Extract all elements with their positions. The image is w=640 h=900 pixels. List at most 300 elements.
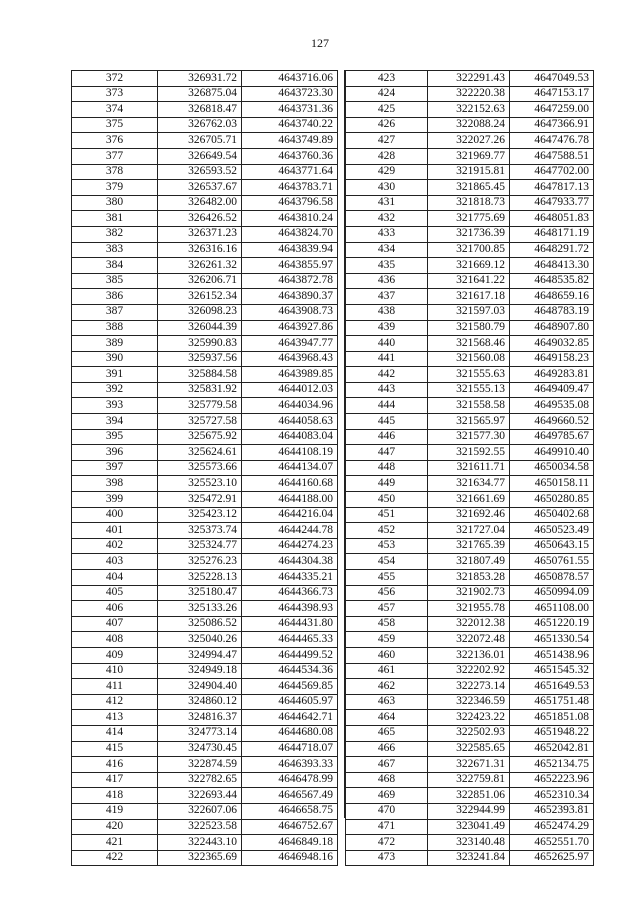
table-row (72, 647, 338, 663)
y-coordinate-cell: 4643740.22 (242, 117, 338, 133)
y-coordinate-cell: 4648413.30 (510, 258, 594, 274)
table-row (72, 570, 338, 586)
point-number-cell: 411 (72, 679, 158, 695)
point-number-cell: 434 (346, 242, 428, 258)
x-coordinate-cell: 322443.10 (158, 835, 242, 851)
point-number-cell: 415 (72, 741, 158, 757)
x-coordinate-cell: 326762.03 (158, 117, 242, 133)
table-row (72, 725, 338, 741)
table-row (72, 164, 338, 180)
point-number-cell: 452 (346, 523, 428, 539)
y-coordinate-cell: 4650761.55 (510, 554, 594, 570)
table-row (346, 694, 594, 710)
point-number-cell: 471 (346, 819, 428, 835)
table-row (346, 382, 594, 398)
point-number-cell: 380 (72, 195, 158, 211)
x-coordinate-cell: 326261.32 (158, 258, 242, 274)
point-number-cell: 442 (346, 367, 428, 383)
point-number-cell: 441 (346, 351, 428, 367)
point-number-cell: 463 (346, 694, 428, 710)
y-coordinate-cell: 4652551.70 (510, 835, 594, 851)
point-number-cell: 406 (72, 601, 158, 617)
point-number-cell: 446 (346, 429, 428, 445)
y-coordinate-cell: 4652134.75 (510, 757, 594, 773)
point-number-cell: 372 (72, 71, 158, 87)
page-number: 127 (311, 36, 329, 50)
point-number-cell: 448 (346, 460, 428, 476)
x-coordinate-cell: 325779.58 (158, 398, 242, 414)
y-coordinate-cell: 4649283.81 (510, 367, 594, 383)
table-row (346, 289, 594, 305)
point-number-cell: 454 (346, 554, 428, 570)
point-number-cell: 393 (72, 398, 158, 414)
point-number-cell: 387 (72, 304, 158, 320)
point-number-cell: 392 (72, 382, 158, 398)
y-coordinate-cell: 4643771.64 (242, 164, 338, 180)
y-coordinate-cell: 4643908.73 (242, 304, 338, 320)
x-coordinate-cell: 326705.71 (158, 133, 242, 149)
point-number-cell: 455 (346, 570, 428, 586)
table-row (346, 850, 594, 866)
table-row (346, 570, 594, 586)
y-coordinate-cell: 4652625.97 (510, 850, 594, 866)
x-coordinate-cell: 325180.47 (158, 585, 242, 601)
table-row (346, 757, 594, 773)
y-coordinate-cell: 4643716.06 (242, 71, 338, 87)
y-coordinate-cell: 4643810.24 (242, 211, 338, 227)
x-coordinate-cell: 326593.52 (158, 164, 242, 180)
x-coordinate-cell: 322273.14 (428, 679, 510, 695)
point-number-cell: 435 (346, 258, 428, 274)
x-coordinate-cell: 321818.73 (428, 195, 510, 211)
x-coordinate-cell: 322072.48 (428, 632, 510, 648)
table-row (346, 616, 594, 632)
point-number-cell: 381 (72, 211, 158, 227)
x-coordinate-cell: 326152.34 (158, 289, 242, 305)
x-coordinate-cell: 321692.46 (428, 507, 510, 523)
x-coordinate-cell: 324904.40 (158, 679, 242, 695)
y-coordinate-cell: 4650034.58 (510, 460, 594, 476)
table-row (346, 632, 594, 648)
table-row (72, 772, 338, 788)
y-coordinate-cell: 4650643.15 (510, 538, 594, 554)
column-divider (337, 70, 345, 818)
table-row (72, 616, 338, 632)
y-coordinate-cell: 4643796.58 (242, 195, 338, 211)
point-number-cell: 473 (346, 850, 428, 866)
y-coordinate-cell: 4644134.07 (242, 460, 338, 476)
x-coordinate-cell: 322346.59 (428, 694, 510, 710)
y-coordinate-cell: 4643749.89 (242, 133, 338, 149)
point-number-cell: 440 (346, 336, 428, 352)
table-row (346, 86, 594, 102)
point-number-cell: 398 (72, 476, 158, 492)
x-coordinate-cell: 325675.92 (158, 429, 242, 445)
y-coordinate-cell: 4644160.68 (242, 476, 338, 492)
x-coordinate-cell: 326426.52 (158, 211, 242, 227)
table-row (346, 647, 594, 663)
x-coordinate-cell: 324860.12 (158, 694, 242, 710)
table-row (346, 367, 594, 383)
x-coordinate-cell: 321565.97 (428, 414, 510, 430)
y-coordinate-cell: 4643968.43 (242, 351, 338, 367)
table-row (72, 850, 338, 866)
x-coordinate-cell: 324730.45 (158, 741, 242, 757)
x-coordinate-cell: 321661.69 (428, 492, 510, 508)
point-number-cell: 469 (346, 788, 428, 804)
table-row (346, 336, 594, 352)
x-coordinate-cell: 322027.26 (428, 133, 510, 149)
table-row (346, 102, 594, 118)
table-row (72, 289, 338, 305)
point-number-cell: 389 (72, 336, 158, 352)
point-number-cell: 457 (346, 601, 428, 617)
y-coordinate-cell: 4646393.33 (242, 757, 338, 773)
x-coordinate-cell: 321611.71 (428, 460, 510, 476)
point-number-cell: 383 (72, 242, 158, 258)
point-number-cell: 443 (346, 382, 428, 398)
point-number-cell: 462 (346, 679, 428, 695)
point-number-cell: 461 (346, 663, 428, 679)
table-row (346, 819, 594, 835)
y-coordinate-cell: 4651438.96 (510, 647, 594, 663)
y-coordinate-cell: 4647049.53 (510, 71, 594, 87)
x-coordinate-cell: 324949.18 (158, 663, 242, 679)
table-row (346, 601, 594, 617)
x-coordinate-cell: 322365.69 (158, 850, 242, 866)
point-number-cell: 433 (346, 226, 428, 242)
point-number-cell: 449 (346, 476, 428, 492)
x-coordinate-cell: 321580.79 (428, 320, 510, 336)
table-row (72, 133, 338, 149)
x-coordinate-cell: 325937.56 (158, 351, 242, 367)
x-coordinate-cell: 321597.03 (428, 304, 510, 320)
table-row (72, 741, 338, 757)
y-coordinate-cell: 4649409.47 (510, 382, 594, 398)
y-coordinate-cell: 4649785.67 (510, 429, 594, 445)
x-coordinate-cell: 322012.38 (428, 616, 510, 632)
y-coordinate-cell: 4644534.36 (242, 663, 338, 679)
table-row (72, 460, 338, 476)
x-coordinate-cell: 322944.99 (428, 803, 510, 819)
x-coordinate-cell: 322152.63 (428, 102, 510, 118)
x-coordinate-cell: 321700.85 (428, 242, 510, 258)
point-number-cell: 432 (346, 211, 428, 227)
table-row (72, 788, 338, 804)
table-row (346, 710, 594, 726)
y-coordinate-cell: 4647817.13 (510, 180, 594, 196)
x-coordinate-cell: 322088.24 (428, 117, 510, 133)
point-number-cell: 467 (346, 757, 428, 773)
point-number-cell: 410 (72, 663, 158, 679)
point-number-cell: 450 (346, 492, 428, 508)
table-row (346, 679, 594, 695)
x-coordinate-cell: 322782.65 (158, 772, 242, 788)
table-row (72, 351, 338, 367)
point-number-cell: 437 (346, 289, 428, 305)
x-coordinate-cell: 326044.39 (158, 320, 242, 336)
point-number-cell: 422 (72, 850, 158, 866)
y-coordinate-cell: 4649032.85 (510, 336, 594, 352)
x-coordinate-cell: 325472.91 (158, 492, 242, 508)
x-coordinate-cell: 325423.12 (158, 507, 242, 523)
x-coordinate-cell: 322671.31 (428, 757, 510, 773)
table-row (346, 304, 594, 320)
y-coordinate-cell: 4644499.52 (242, 647, 338, 663)
point-number-cell: 376 (72, 133, 158, 149)
table-row (346, 117, 594, 133)
table-row (72, 414, 338, 430)
x-coordinate-cell: 321558.58 (428, 398, 510, 414)
x-coordinate-cell: 325324.77 (158, 538, 242, 554)
table-row (346, 788, 594, 804)
x-coordinate-cell: 325133.26 (158, 601, 242, 617)
table-row (72, 180, 338, 196)
table-row (72, 554, 338, 570)
table-row (72, 195, 338, 211)
point-number-cell: 373 (72, 86, 158, 102)
y-coordinate-cell: 4643872.78 (242, 273, 338, 289)
x-coordinate-cell: 321736.39 (428, 226, 510, 242)
y-coordinate-cell: 4649910.40 (510, 445, 594, 461)
y-coordinate-cell: 4644465.33 (242, 632, 338, 648)
point-number-cell: 396 (72, 445, 158, 461)
point-number-cell: 416 (72, 757, 158, 773)
y-coordinate-cell: 4643927.86 (242, 320, 338, 336)
table-row (72, 320, 338, 336)
y-coordinate-cell: 4652393.81 (510, 803, 594, 819)
point-number-cell: 460 (346, 647, 428, 663)
point-number-cell: 377 (72, 148, 158, 164)
y-coordinate-cell: 4651330.54 (510, 632, 594, 648)
point-number-cell: 438 (346, 304, 428, 320)
x-coordinate-cell: 321634.77 (428, 476, 510, 492)
x-coordinate-cell: 326206.71 (158, 273, 242, 289)
point-number-cell: 394 (72, 414, 158, 430)
y-coordinate-cell: 4648535.82 (510, 273, 594, 289)
y-coordinate-cell: 4644605.97 (242, 694, 338, 710)
point-number-cell: 464 (346, 710, 428, 726)
x-coordinate-cell: 326371.23 (158, 226, 242, 242)
x-coordinate-cell: 322874.59 (158, 757, 242, 773)
y-coordinate-cell: 4643947.77 (242, 336, 338, 352)
x-coordinate-cell: 321807.49 (428, 554, 510, 570)
y-coordinate-cell: 4649660.52 (510, 414, 594, 430)
x-coordinate-cell: 322291.43 (428, 71, 510, 87)
x-coordinate-cell: 324994.47 (158, 647, 242, 663)
y-coordinate-cell: 4648171.19 (510, 226, 594, 242)
point-number-cell: 456 (346, 585, 428, 601)
table-row (346, 211, 594, 227)
table-row (72, 71, 338, 87)
table-row (346, 663, 594, 679)
point-number-cell: 400 (72, 507, 158, 523)
table-row (346, 320, 594, 336)
point-number-cell: 379 (72, 180, 158, 196)
x-coordinate-cell: 321902.73 (428, 585, 510, 601)
y-coordinate-cell: 4648291.72 (510, 242, 594, 258)
x-coordinate-cell: 323241.84 (428, 850, 510, 866)
point-number-cell: 402 (72, 538, 158, 554)
table-row (72, 803, 338, 819)
point-number-cell: 425 (346, 102, 428, 118)
point-number-cell: 391 (72, 367, 158, 383)
x-coordinate-cell: 324773.14 (158, 725, 242, 741)
x-coordinate-cell: 322585.65 (428, 741, 510, 757)
x-coordinate-cell: 325831.92 (158, 382, 242, 398)
table-row (72, 694, 338, 710)
point-number-cell: 384 (72, 258, 158, 274)
y-coordinate-cell: 4644718.07 (242, 741, 338, 757)
table-row (72, 538, 338, 554)
point-number-cell: 409 (72, 647, 158, 663)
x-coordinate-cell: 321555.13 (428, 382, 510, 398)
y-coordinate-cell: 4649535.08 (510, 398, 594, 414)
point-number-cell: 468 (346, 772, 428, 788)
x-coordinate-cell: 325276.23 (158, 554, 242, 570)
point-number-cell: 436 (346, 273, 428, 289)
table-row (72, 258, 338, 274)
x-coordinate-cell: 325990.83 (158, 336, 242, 352)
x-coordinate-cell: 323140.48 (428, 835, 510, 851)
point-number-cell: 421 (72, 835, 158, 851)
table-row (72, 336, 338, 352)
x-coordinate-cell: 321592.55 (428, 445, 510, 461)
point-number-cell: 420 (72, 819, 158, 835)
y-coordinate-cell: 4646948.16 (242, 850, 338, 866)
table-row (346, 258, 594, 274)
y-coordinate-cell: 4646567.49 (242, 788, 338, 804)
y-coordinate-cell: 4650280.85 (510, 492, 594, 508)
y-coordinate-cell: 4650878.57 (510, 570, 594, 586)
x-coordinate-cell: 322136.01 (428, 647, 510, 663)
table-row (72, 304, 338, 320)
x-coordinate-cell: 321568.46 (428, 336, 510, 352)
point-number-cell: 403 (72, 554, 158, 570)
point-number-cell: 404 (72, 570, 158, 586)
y-coordinate-cell: 4644188.00 (242, 492, 338, 508)
y-coordinate-cell: 4649158.23 (510, 351, 594, 367)
point-number-cell: 417 (72, 772, 158, 788)
point-number-cell: 401 (72, 523, 158, 539)
x-coordinate-cell: 326482.00 (158, 195, 242, 211)
x-coordinate-cell: 321727.04 (428, 523, 510, 539)
x-coordinate-cell: 321641.22 (428, 273, 510, 289)
table-row (72, 86, 338, 102)
table-row (346, 492, 594, 508)
y-coordinate-cell: 4646478.99 (242, 772, 338, 788)
point-number-cell: 470 (346, 803, 428, 819)
x-coordinate-cell: 321915.81 (428, 164, 510, 180)
point-number-cell: 378 (72, 164, 158, 180)
y-coordinate-cell: 4651649.53 (510, 679, 594, 695)
x-coordinate-cell: 322607.06 (158, 803, 242, 819)
x-coordinate-cell: 321560.08 (428, 351, 510, 367)
x-coordinate-cell: 321765.39 (428, 538, 510, 554)
x-coordinate-cell: 321617.18 (428, 289, 510, 305)
point-number-cell: 395 (72, 429, 158, 445)
table-row (346, 460, 594, 476)
table-row (346, 554, 594, 570)
x-coordinate-cell: 323041.49 (428, 819, 510, 835)
table-row (346, 523, 594, 539)
point-number-cell: 408 (72, 632, 158, 648)
table-row (72, 632, 338, 648)
table-row (346, 195, 594, 211)
point-number-cell: 424 (346, 86, 428, 102)
table-row (346, 429, 594, 445)
table-row (346, 585, 594, 601)
table-row (72, 211, 338, 227)
y-coordinate-cell: 4643731.36 (242, 102, 338, 118)
y-coordinate-cell: 4647259.00 (510, 102, 594, 118)
x-coordinate-cell: 326316.16 (158, 242, 242, 258)
y-coordinate-cell: 4647702.00 (510, 164, 594, 180)
table-row (72, 382, 338, 398)
table-row (72, 117, 338, 133)
y-coordinate-cell: 4650158.11 (510, 476, 594, 492)
table-row (346, 835, 594, 851)
x-coordinate-cell: 322851.06 (428, 788, 510, 804)
x-coordinate-cell: 325373.74 (158, 523, 242, 539)
table-row (346, 476, 594, 492)
y-coordinate-cell: 4647933.77 (510, 195, 594, 211)
y-coordinate-cell: 4652474.29 (510, 819, 594, 835)
y-coordinate-cell: 4647588.51 (510, 148, 594, 164)
y-coordinate-cell: 4652310.34 (510, 788, 594, 804)
point-number-cell: 472 (346, 835, 428, 851)
y-coordinate-cell: 4650994.09 (510, 585, 594, 601)
table-row (346, 445, 594, 461)
point-number-cell: 390 (72, 351, 158, 367)
y-coordinate-cell: 4646752.67 (242, 819, 338, 835)
x-coordinate-cell: 321669.12 (428, 258, 510, 274)
point-number-cell: 458 (346, 616, 428, 632)
x-coordinate-cell: 321577.30 (428, 429, 510, 445)
point-number-cell: 407 (72, 616, 158, 632)
x-coordinate-cell: 325086.52 (158, 616, 242, 632)
x-coordinate-cell: 321865.45 (428, 180, 510, 196)
y-coordinate-cell: 4644274.23 (242, 538, 338, 554)
y-coordinate-cell: 4644012.03 (242, 382, 338, 398)
table-row (72, 429, 338, 445)
y-coordinate-cell: 4644680.08 (242, 725, 338, 741)
table-row (346, 351, 594, 367)
x-coordinate-cell: 322423.22 (428, 710, 510, 726)
coordinates-table-right (345, 70, 594, 866)
x-coordinate-cell: 322693.44 (158, 788, 242, 804)
point-number-cell: 429 (346, 164, 428, 180)
point-number-cell: 447 (346, 445, 428, 461)
y-coordinate-cell: 4644108.19 (242, 445, 338, 461)
y-coordinate-cell: 4647476.78 (510, 133, 594, 149)
y-coordinate-cell: 4651220.19 (510, 616, 594, 632)
point-number-cell: 451 (346, 507, 428, 523)
x-coordinate-cell: 321555.63 (428, 367, 510, 383)
point-number-cell: 426 (346, 117, 428, 133)
y-coordinate-cell: 4644304.38 (242, 554, 338, 570)
point-number-cell: 428 (346, 148, 428, 164)
x-coordinate-cell: 325573.66 (158, 460, 242, 476)
y-coordinate-cell: 4643989.85 (242, 367, 338, 383)
y-coordinate-cell: 4644569.85 (242, 679, 338, 695)
table-row (346, 133, 594, 149)
table-row (72, 585, 338, 601)
x-coordinate-cell: 324816.37 (158, 710, 242, 726)
point-number-cell: 405 (72, 585, 158, 601)
point-number-cell: 439 (346, 320, 428, 336)
x-coordinate-cell: 321955.78 (428, 601, 510, 617)
